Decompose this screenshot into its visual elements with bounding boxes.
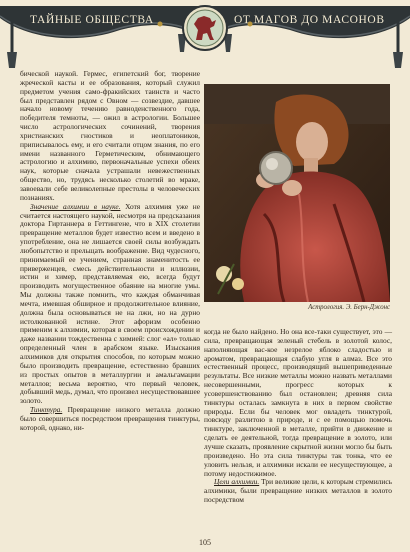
paragraph-lead-tincture: Тинктура. xyxy=(30,405,63,415)
painting-illustration xyxy=(204,84,390,302)
running-title-left: ТАЙНЫЕ ОБЩЕСТВА xyxy=(30,14,154,26)
paragraph-lead-alchemy-goals: Цели алхимии. xyxy=(214,477,260,487)
paragraph-tincture-continued: когда не было найдено. Но она все-таки существует, это — сила, превращающая зеленый стебель в золотой колос, наполняющая вас-кое незрелое яблоко сладостью и ароматом, превращающая слабую угля в алмаз. Все это естественный процесс, производящий вышеприведенные результаты. Все низкие металлы можно назвать металлами несовершенными, прогресс которых к усовершенствованию был остановлен; древняя сила тинктуры осталась замкнута в них в первом свойстве природы. Если бы человек мог овладеть тинктурой, повсюду разлитою в природе, и с ее помощью помочь тинктуре, заключенной в металле, прийти в движение и сделать ее деятельной, тогда превращение в золото, или лучше сказать, проявление скрытной жизни могло бы быть произведено. Но эта сила тинктуры так тонка, что ее уловить нельзя, и алхимики искали ее несуществующее, а потому недостижимое. xyxy=(204,327,392,478)
paragraph-lead-alchemy-science: Значение алхимии в науке. xyxy=(30,201,121,211)
figure-caption: Астрология. Э. Берн-Джонс xyxy=(308,304,390,311)
paragraph-alchemy-goals xyxy=(204,478,392,505)
paragraph-alchemy-science xyxy=(20,203,200,406)
paragraph-body-tincture: Превращение низкого металла должно было совершиться посредством превращения тинктуры, которой, однако, ни- xyxy=(20,405,200,432)
page-header xyxy=(0,0,410,72)
paragraph-tincture xyxy=(20,406,200,433)
right-text-column xyxy=(204,328,392,505)
painting-astrology-image xyxy=(204,84,390,302)
page-number: 105 xyxy=(199,538,211,547)
header-banner-ornament xyxy=(0,0,410,72)
paragraph-hermes: бической наукой. Гермес, египетский бог, творение жреческой касты и ее образования, который служил предметом учения само-фракийских таинств и часто был представлен рядом с Овном — созвездие, давшее начало новому течению равноденственного года, победителя темноты, — ожил в астрологии. Большее число астрологических сочинений, творения христианских гностиков и неоплатоников, приписывалось ему, и его считали отцом знания, по его имени названного Герметическим, обнимающего астрологию и алхимию, первоначальные успехи обеих наук, которые сначала устрашали невежественных общество, но, трудясь несколько столетий во мраке, завоевали себе великолепные престолы в человеческих познаниях. xyxy=(20,69,200,202)
running-title-right: ОТ МАГОВ ДО МАСОНОВ xyxy=(234,14,385,26)
paragraph-body-alchemy-goals: Три великие цели, к которым стремились алхимики, были превращение низких металлов в золото посредством xyxy=(204,477,392,505)
left-text-column xyxy=(20,70,200,433)
paragraph-body-alchemy-science: Хотя алхимия уже не считается настоящего наукой, несмотря на предсказания доктора Гиртаннера в Геттингене, что в XIX столетии превращение металлов будет известно всем и введено в употребление, она не лишается своей силы возбуждать любопытство и прельщать воображение. Вид чудесного, принимаемый ее учением, странная знаменитость ее приверженцев, смесь действительности и иллюзии, истин и химер, представляемая ею, всегда будут производить могущественное обаяние на многие умы. Мы должны также помнить, что каждая обманчивая мечта, имевшая обширное и продолжительное влияние, должна была основываться не на лжи, но на дурно истолкованной истине. Этот афоризм особенно применим к алхимии, которая в своем происхождении и даже названии тождественна с химией: слог «ал» только определенный член в арабском языке. Изыскания алхимиков для открытия способов, по которым можно было производить превращение, естественно бравших из простых опытов в металлургии и амальгамации металлов; весьма вероятно, что первый человек, добывший медь, думал, что произвел несуществовавшее золото. xyxy=(20,201,200,406)
